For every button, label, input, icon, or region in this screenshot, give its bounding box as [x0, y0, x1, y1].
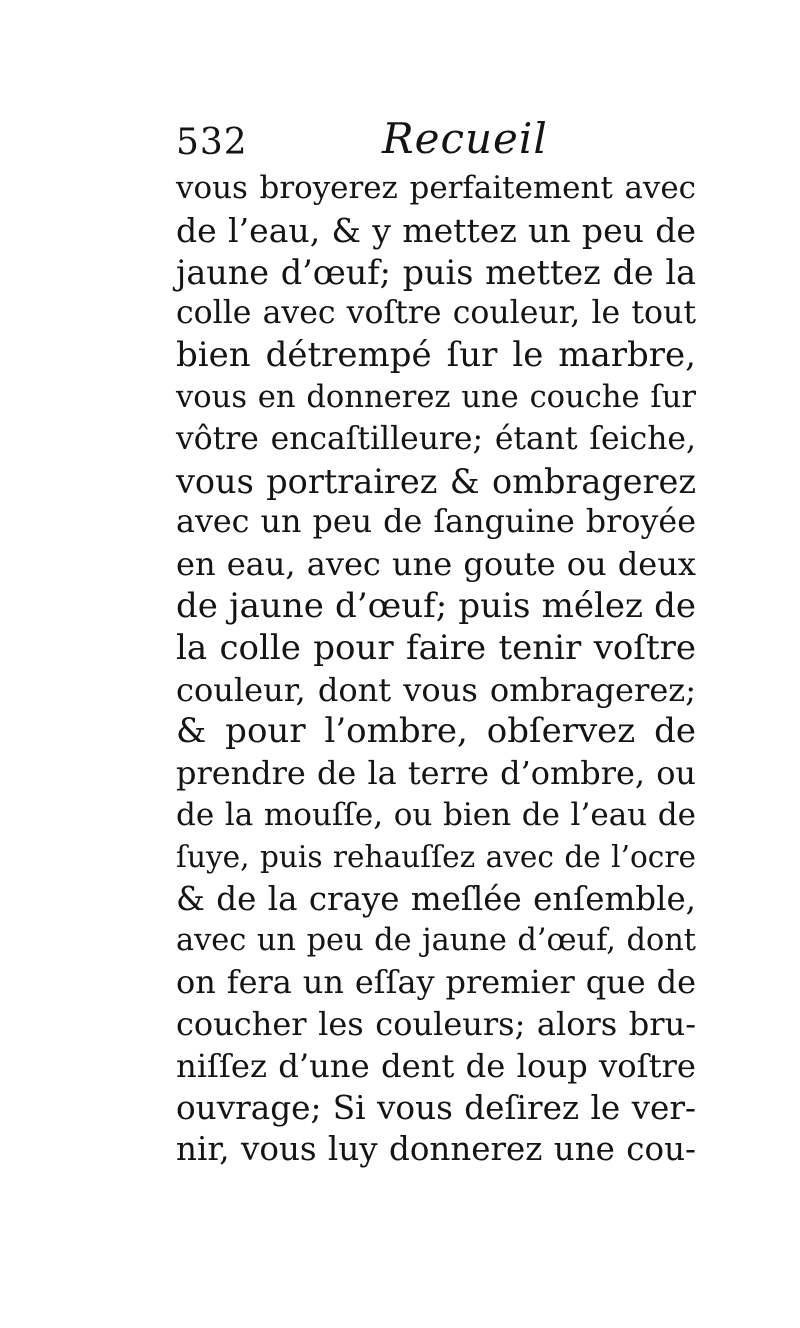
text-line: en eau, avec une goute ou deux: [176, 545, 696, 584]
text-line: vous portrairez & ombragerez: [176, 461, 696, 501]
text-line: nir, vous luy donnerez une cou-: [176, 1130, 696, 1169]
text-line: & pour l’ombre, obſervez de: [176, 711, 696, 752]
text-line: couleur, dont vous ombragerez;: [176, 670, 696, 709]
text-line: vous broyerez perfaitement avec: [176, 170, 696, 206]
page-number: 532: [176, 122, 248, 163]
text-line: & de la craye meſlée enſemble,: [176, 879, 696, 918]
body-text: [176, 168, 696, 1171]
text-line: ſuye, puis rehauſſez avec de l’ocre: [176, 839, 696, 874]
text-line: bien détrempé ſur le marbre,: [176, 335, 696, 376]
text-line: niſſez d’une dent de loup voſtre: [176, 1046, 696, 1085]
running-head: [176, 112, 696, 168]
text-line: de jaune d’œuf; puis mélez de: [176, 585, 696, 626]
text-line: vous en donnerez une couche ſur: [176, 379, 696, 415]
text-line: coucher les couleurs; alors bru-: [176, 1004, 696, 1043]
text-line: avec un peu de jaune d’œuf, dont: [176, 923, 696, 959]
running-title: Recueil: [382, 114, 548, 163]
text-line: de l’eau, & y mettez un peu de: [176, 210, 696, 250]
text-line: de la mouſſe, ou bien de l’eau de: [176, 796, 696, 833]
text-line: on fera un eſſay premier que de: [176, 963, 696, 1002]
text-line: colle avec voſtre couleur, le tout: [176, 295, 696, 332]
text-line: jaune d’œuf; puis mettez de la: [176, 252, 696, 292]
text-line: prendre de la terre d’ombre, ou: [176, 754, 696, 793]
text-line: ouvrage; Si vous deſirez le ver-: [176, 1088, 696, 1127]
text-line: avec un peu de ſanguine broyée: [176, 504, 696, 541]
text-line: vôtre encaſtilleure; étant ſeiche,: [176, 420, 696, 457]
text-line: la colle pour faire tenir voſtre: [176, 627, 696, 668]
